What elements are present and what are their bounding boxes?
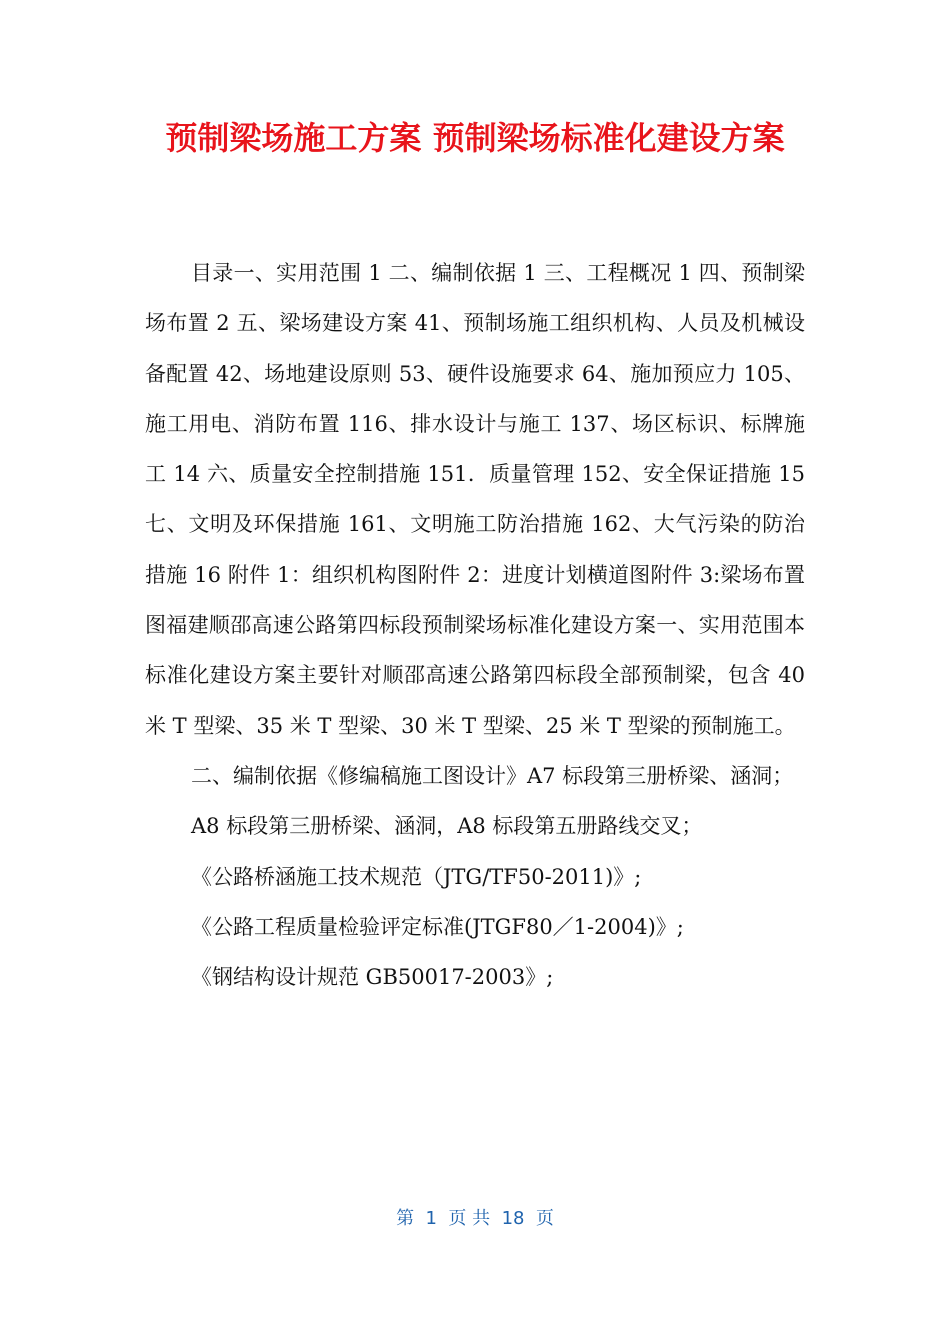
document-title: 预制梁场施工方案 预制梁场标准化建设方案 <box>165 119 785 157</box>
paragraph-quality-standard: 《公路工程质量检验评定标准(JTGF80／1-2004)》; <box>191 914 684 939</box>
paragraph-a8-section: A8 标段第三册桥梁、涵洞，A8 标段第五册路线交叉； <box>191 814 703 839</box>
page-footer: 第 1 页 共 18 页 <box>396 1208 554 1229</box>
document-body <box>145 248 805 1002</box>
paragraph-bridge-spec: 《公路桥涵施工技术规范（JTG/TF50-2011)》; <box>191 864 642 889</box>
paragraph-steel-spec: 《钢结构设计规范 GB50017-2003》; <box>191 965 554 990</box>
paragraph-table-of-contents: 目录一、实用范围 1 二、编制依据 1 三、工程概况 1 四、预制梁场布置 2 五、梁场建设方案 41、预制场施工组织机构、人员及机械设备配置 42、场地建设原则 53、硬件设施要求 64、施加预应力 105、施工用电、消防布置 116、排水设计与施工 137、场区标识、标牌施工 14 六、质量安全控制措施 151．质量管理 152、安全保证措施 15 七、文明及环保措施 161、文明施工防治措施 162、大气污染的防治措施 16 附件 1：组织机构图附件 2：进度计划横道图附件 3:梁场布置图福建顺邵高速公路第四标段预制梁场标准化建设方案一、实用范围本标准化建设方案主要针对顺邵高速公路第四标段全部预制梁，包含 40 米 T 型梁、35 米 T 型梁、30 米 T 型梁、25 米 T 型梁的预制施工。 <box>145 261 805 738</box>
paragraph-basis: 二、编制依据《修编稿施工图设计》A7 标段第三册桥梁、涵洞； <box>191 763 794 788</box>
